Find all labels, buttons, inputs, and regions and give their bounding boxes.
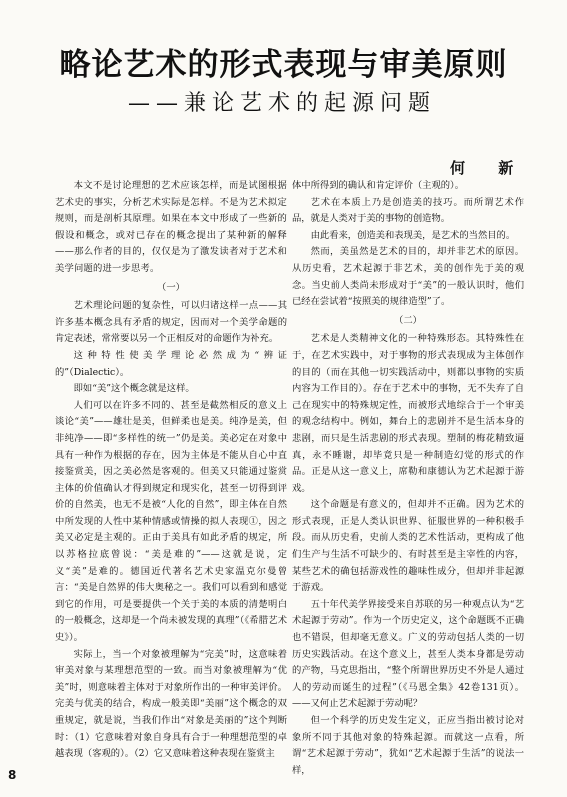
left-column	[55, 178, 287, 763]
body-paragraph: 即如“美”这个概念就是这样。	[73, 383, 195, 395]
page-number: 8	[8, 768, 17, 782]
body-paragraph: 但一个科学的历史发生定义，正应当指出被讨论对象所不同于其他对象的特殊起源。而就这一点看，所谓“艺术起源于劳动”，犹如“艺术起源于生活”的说法一样，	[292, 715, 524, 776]
body-paragraph: 艺术理论问题的复杂性，可以归诸这样一点——其许多基本概念具有矛盾的规定，因而对一个美学命题的肯定表述，常常要以另一个正相反对的命题作为补充。	[55, 300, 287, 345]
body-paragraph: 实际上，当一个对象被理解为“完美”时，这意味着审美对象与某理想范型的一致。而当对象被理解为“优美”时，则意味着主体对于对象所作出的一种审美评价。完美与优美的结合，构成一般美即“美丽”这个概念的双重规定，就是说，当我们作出“对象是美丽的”这个判断时：（1）它意味着对象自身具有合于一种理想范型的卓越表现（客观的）。（2）它又意味着这种表现在鉴赏主	[55, 648, 287, 760]
body-paragraph: 这种特性使美学理论必然成为“辨证的”（Dialectic）。	[55, 349, 287, 378]
body-paragraph: 艺术是人类精神文化的一种特殊形态。其特殊性在于，在艺术实践中，对于事物的形式表现成为主体创作的目的（而在其他一切实践活动中，则都以事物的实质内容为工作目的）。存在于艺术中的事物，无不失弃了自己在现实中的特殊规定性，而被形式地综合于一个审美的观念结构中。例如，舞台上的悲剧并不是生活本身的悲剧，而只是生活悲剧的形式表现。塑制的梅花精致逼真，永不睡谢，却毕竟只是一种制造幻觉的形式的作品。正是从这一意义上，席勒和康德认为艺术起源于游戏。	[292, 333, 524, 494]
body-paragraph: 五十年代美学界接受来自苏联的另一种观点认为“艺术起源于劳动”。作为一个历史定义，这个命题既不正确也不错误，但却毫无意义。广义的劳动包括人类的一切历史实践活动。在这个意义上，甚至人类本身都是劳动的产物，马克思指出，“整个所谓世界历史不外是人通过人的劳动而诞生的过程”（《马恩全集》42卷131页）。——又何止艺术起源于劳动呢？	[292, 598, 524, 710]
body-paragraph: 这个命题是有意义的，但却并不正确。因为艺术的形式表现，正是人类认识世界、征服世界的一种积极手段。而从历史看，史前人类的艺术性活动，更构成了他们生产与生活不可缺少的、有时甚至是主宰性的内容，某些艺术的确包括游戏性的趣味性成分，但却并非起源于游戏。	[292, 499, 524, 594]
article-title: 略论艺术的形式表现与审美原则	[59, 47, 508, 83]
body-paragraph: 艺术在本质上乃是创造美的技巧。而所谓艺术作品，就是人类对于美的事物的创造物。	[292, 196, 524, 225]
body-paragraph: 人们可以在许多不同的、甚至是截然相反的意义上谈论“美”——雄壮是美，但鲜柔也是美。纯净是美，但非纯净——即“多样性的统一”仍是美。美必定在对象中具有一种作为根据的存在，因为主体是不能从自心中直接鉴赏美，因之美必然是客观的。但美又只能通过鉴赏主体的价值确认才得到规定和现实化，甚至一切得到评价的自然美，也无不是被“人化的自然”，即主体在自然中所发现的人性中某种情感或情操的拟人表现①，因之美又必定是主观的。正由于美具有如此矛盾的规定，所以苏格拉底曾说：“美是难的”——这就是说，定义“美”是难的。德国近代著名艺术史家温克尔曼曾言：“美是自然界的伟大奥秘之一。我们可以看到和感觉到它的作用，可是要提供一个关于美的本质的清楚明白的一般概念，这却是一个尚未被发现的真理”（《希腊艺术史》）。	[55, 399, 287, 644]
section-heading-2: （二）	[394, 314, 422, 326]
body-paragraph: 然而，美虽然是艺术的目的，却并非艺术的原因。从历史看，艺术起源于非艺术，美的创作先于美的观念。当史前人类尚未形成对于“美”的一般认识时，他们已经在尝试着“按照美的规律造型”了。	[292, 246, 524, 308]
author-name: 何 新	[450, 159, 528, 177]
section-heading-1: （一）	[157, 281, 185, 293]
right-column	[292, 178, 524, 779]
body-paragraph-continued: 体中所得到的确认和肯定评价（主观的）。	[292, 180, 464, 191]
article-subtitle: ——兼论艺术的起源问题	[128, 91, 437, 116]
abstract-paragraph: 本文不是讨论理想的艺术应该怎样，而是试图根据艺术史的事实，分析艺术实际是怎样。不是为艺术拟定规则，而是剖析其原理。如果在本文中形成了一些新的假设和概念，或对已存在的概念提出了某种新的解释——那么作者的目的，仅仅是为了激发读者对于艺术和美学问题的进一步思考。	[55, 180, 287, 274]
body-paragraph: 由此看来，创造美和表现美，是艺术的当然目的。	[310, 229, 516, 241]
